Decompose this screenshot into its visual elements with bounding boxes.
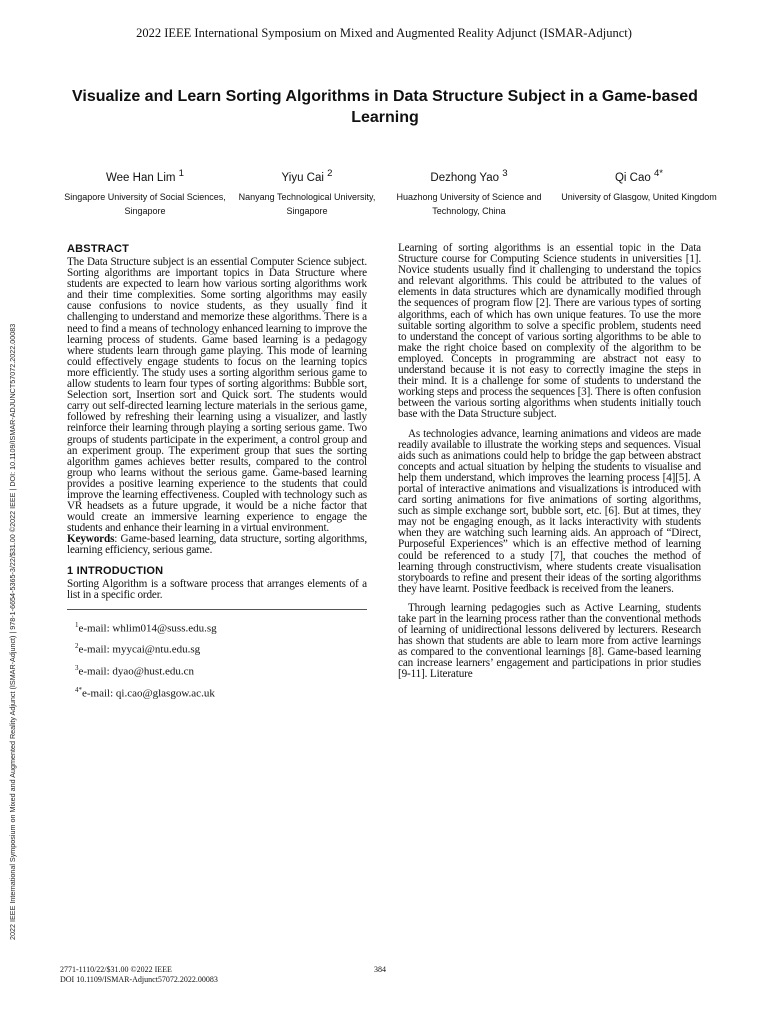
footer-issn: 2771-1110/22/$31.00 ©2022 IEEE	[60, 965, 172, 974]
footnote-marker: 1	[75, 620, 79, 629]
body-paragraph: Learning of sorting algorithms is an essential topic in the Data Structure course for Computing Science students in universities [1]. Novice students usually find it challenging to understand the topics and relevant algorithms. This could be attributed to the values of elements in data structures which are dynamically modified through the sequences of program flow [2]. There are various types of sorting algorithms, each of which has own unique features. To use the more suitable sorting algorithm to solve a specific problem, students need to understand the concept of various sorting algorithms to be able to make the right choice based on complexity of the algorithm to be employed. Concepts in programming are abstract not easy to understand because it is not easy to correctly imagine the steps in their mind. It is a challenge for some of students to understand the working steps and process the sequences [3]. There is often confusion between the various sorting algorithms when students initially touch base with the Data Structure subject.	[398, 242, 701, 421]
footnote	[75, 659, 367, 681]
author-name: Yiyu Cai	[281, 171, 324, 184]
footnote	[75, 616, 367, 638]
body-paragraph: As technologies advance, learning animations and videos are made readily available to illustrate the working steps and sequences. Visual aids such as animations could help to bridge the gap between abstract concepts and actual situation by helping the students to visualise and help them understand, which improves the learning process [4][5]. A portal of interactive animations and visualizations is introduced with card sorting animations for five animations of sorting algorithms, such as simple exchange sort, bubble sort, etc. [6]. But at times, they may not be engaging enough, as it lacks interactivity with students when they are watching such learning aids. An approach of “Direct, Purposeful Experiences” which is an effective method of learning could be referenced to a study [7], that couches the method of learning through constructivism, where students create visualisation storyboards to refine and present their ideas of the sorting algorithms they have learnt. Positive feedback is received from the leaners.	[398, 427, 701, 595]
footnote-email: e-mail: qi.cao@glasgow.ac.uk	[82, 687, 215, 700]
author-1	[60, 166, 230, 218]
author-name: Qi Cao	[614, 171, 651, 184]
author-name: Wee Han Lim	[106, 171, 176, 184]
right-column	[398, 243, 701, 681]
author-affiliation: Huazhong University of Science and Technology, China	[396, 191, 542, 216]
footnote-marker: 4*	[75, 685, 82, 694]
footnote-email: e-mail: whlim014@suss.edu.sg	[78, 622, 217, 635]
author-4	[554, 166, 724, 204]
conference-header: 2022 IEEE International Symposium on Mixed and Augmented Reality Adjunct (ISMAR-Adjunct)	[136, 26, 632, 40]
paper-title: Visualize and Learn Sorting Algorithms in Data Structure Subject in a Game-based Learning	[72, 88, 698, 126]
introduction-text: Sorting Algorithm is a software process that arranges elements of a list in a specific order.	[67, 577, 367, 601]
footnote-marker: 3	[75, 664, 79, 673]
footnote-email: e-mail: myycai@ntu.edu.sg	[78, 644, 201, 657]
author-2	[222, 166, 392, 218]
author-list	[60, 166, 730, 226]
page-number: 384	[374, 965, 386, 974]
author-sup: 1	[178, 168, 184, 179]
footnotes	[67, 616, 367, 703]
author-affiliation: University of Glasgow, United Kingdom	[561, 191, 717, 202]
abstract-text: The Data Structure subject is an essential Computer Science subject. Sorting algorithms are important topics in Data Structure where students are expected to learn how various sorting algorithms work and their time complexities. Some sorting algorithms may easily cause confusions to novice students, as they usually find it challenging to understand and memorize these algorithms. There is a need to find a means of technology enhanced learning to improve the learning process of students. Game based learning is a pedagogy where students learn through game playing. This mode of learning could effectively engage students to focus on the learning topics more efficiently. The study uses a sorting algorithm serious game to allow students to learn four types of sorting algorithms: Bubble sort, Selection sort, Insertion sort and Quick sort. The students would carry out self-directed learning lecture materials in the serious game, followed by refreshing their learning using a visualizer, and lastly reinforce their learning through playing a sorting serious game. Two groups of students participate in the experiment, a control group and an experiment group. The experiment group that sues the sorting algorithm games achieves better results, compared to the control group who learns without the serious game. Game-based learning provides a positive learning experience to the students that could improve the learning effectiveness. Coupled with technology such as VR headsets as a future upgrade, it would be a niche factor that would create an immersive learning experience to engage the students and enhance their learning in a virtual environment.	[67, 256, 367, 535]
author-affiliation: Nanyang Technological University, Singapore	[238, 191, 376, 216]
footnote	[75, 637, 367, 659]
keywords	[67, 534, 367, 556]
body-paragraph: Through learning pedagogies such as Active Learning, students take part in the learning process rather than the conventional methods of learning of unidirectional lessons delivered by lecturers. Research has shown that students are able to learn more from active learnings as compared to the conventional learnings [8]. Game-based learning can increase learners’ engagement and participations in prior studies [9-11]. Literature	[398, 601, 701, 681]
footer-doi: DOI 10.1109/ISMAR-Adjunct57072.2022.00083	[60, 975, 218, 984]
footer-copyright	[60, 965, 218, 985]
author-affiliation: Singapore University of Social Sciences, Singapore	[64, 191, 226, 216]
author-sup: 3	[502, 168, 508, 179]
footnote-marker: 2	[75, 642, 79, 651]
keywords-text: : Game-based learning, data structure, sorting algorithms, learning efficiency, serious game.	[67, 533, 367, 557]
footnote	[75, 681, 367, 703]
footnote-divider	[67, 609, 367, 610]
left-column	[67, 243, 367, 702]
keywords-label: Keywords	[67, 533, 115, 546]
author-sup: 2	[327, 168, 333, 179]
abstract-heading: ABSTRACT	[67, 243, 130, 255]
side-note: 2022 IEEE International Symposium on Mixed and Augmented Reality Adjunct (ISMAR-Adjunct) | 978-1-6654-5365-3/22/$31.00 ©2022 IEEE | DOI: 10.1109/ISMAR-ADJUNCT57072.2022.00083	[8, 323, 17, 940]
footnote-email: e-mail: dyao@hust.edu.cn	[78, 665, 195, 678]
author-sup: 4*	[653, 168, 664, 179]
author-3	[384, 166, 554, 218]
author-name: Dezhong Yao	[430, 171, 500, 184]
introduction-heading: 1 INTRODUCTION	[67, 564, 164, 577]
